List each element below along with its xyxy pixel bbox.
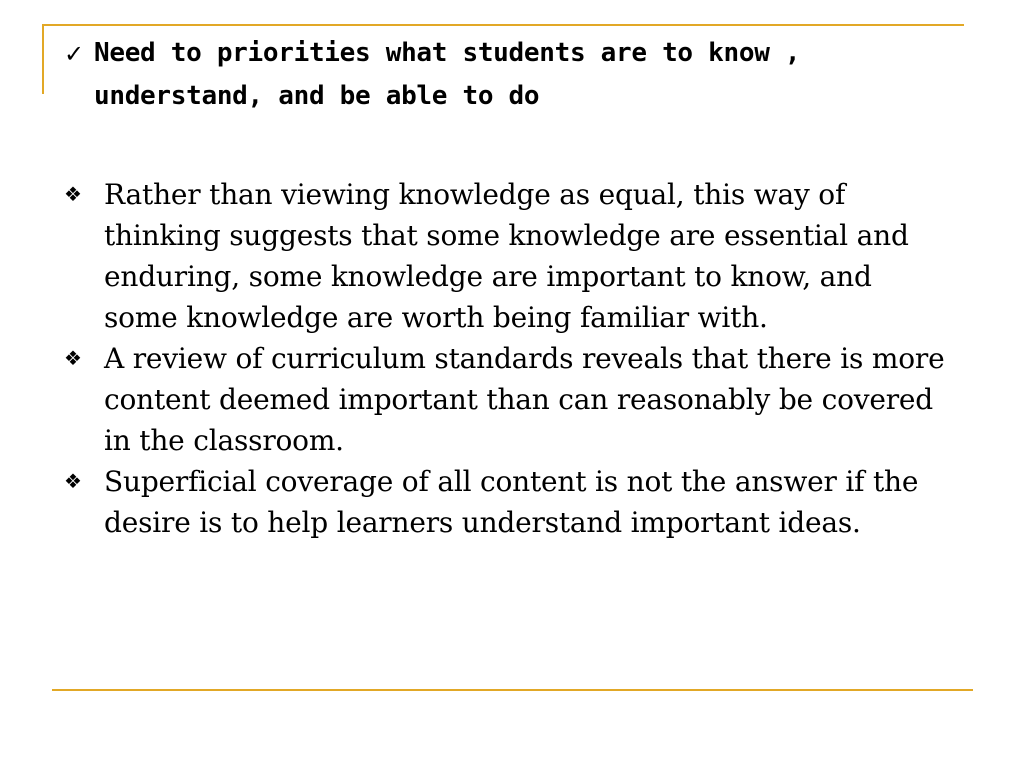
diamond-bullet-icon: ❖ <box>64 346 82 370</box>
bullet-item <box>62 461 962 543</box>
top-rule-horizontal <box>42 24 964 26</box>
bullet-text: Superficial coverage of all content is not the answer if the desire is to help learners understand important ideas. <box>104 465 919 539</box>
bullet-text: A review of curriculum standards reveals that there is more content deemed important than can reasonably be covered in the classroom. <box>104 342 945 457</box>
slide-title-block <box>64 32 964 118</box>
bullet-text: Rather than viewing knowledge as equal, this way of thinking suggests that some knowledge are essential and enduring, some knowledge are important to know, and some knowledge are worth being familiar with. <box>104 178 909 334</box>
bullet-item <box>62 174 962 338</box>
top-rule-vertical <box>42 24 44 94</box>
bottom-rule <box>52 689 973 691</box>
diamond-bullet-icon: ❖ <box>64 469 82 493</box>
slide-title: Need to priorities what students are to know , understand, and be able to do <box>94 38 801 111</box>
check-icon: ✓ <box>64 40 85 68</box>
bullet-list <box>62 174 962 543</box>
bullet-item <box>62 338 962 461</box>
diamond-bullet-icon: ❖ <box>64 182 82 206</box>
